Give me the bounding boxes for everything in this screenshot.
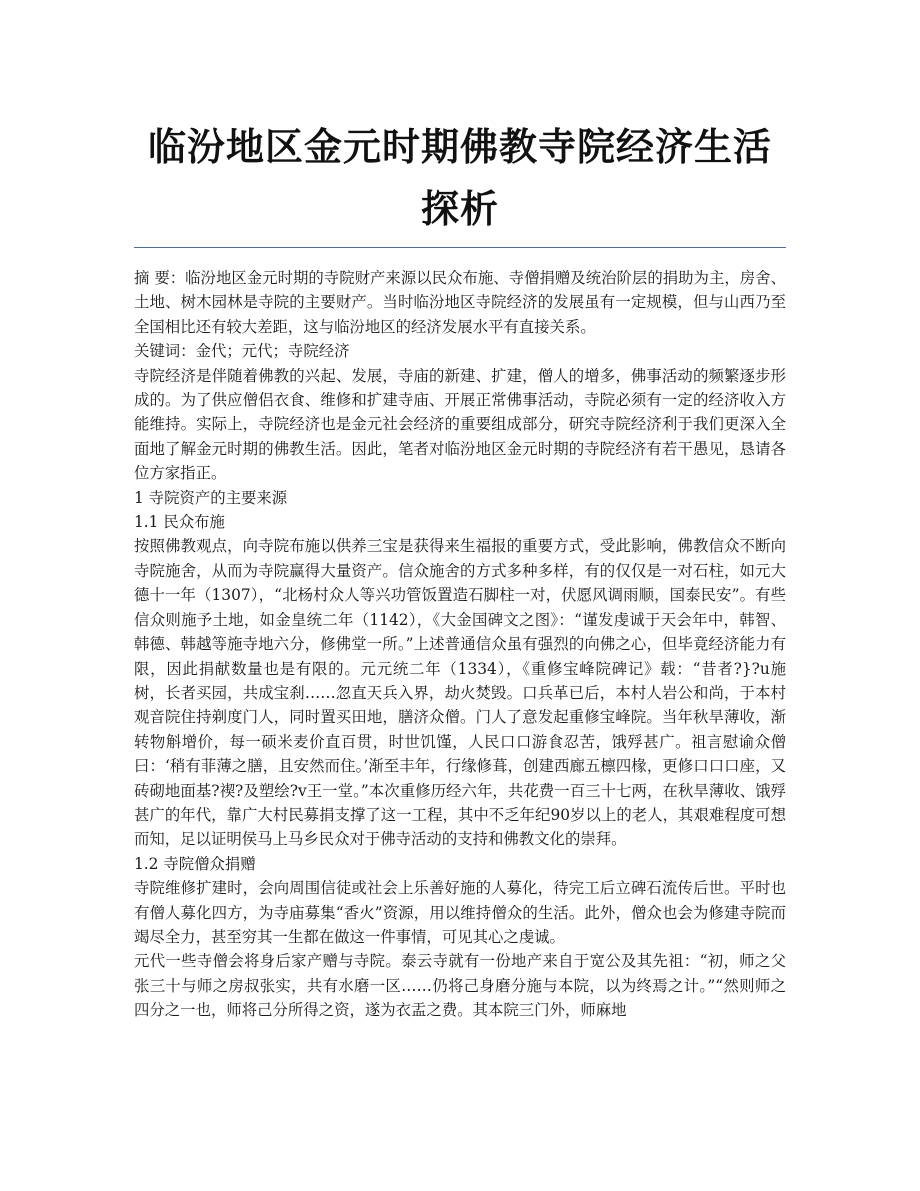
abstract-paragraph [134,266,786,339]
subsection-heading-1-2: 1.2 寺院僧众捐赠 [134,854,256,873]
section-heading-1: 1 寺院资产的主要来源 [134,488,288,507]
document-body [134,266,786,1023]
abstract-text: 临汾地区金元时期的寺院财产来源以民众布施、寺僧捐赠及统治阶层的捐助为主，房舍、土地、树木园林是寺院的主要财产。当时临汾地区寺院经济的发展虽有一定规模，但与山西乃至全国相比还有较大差距，这与临汾地区的经济发展水平有直接关系。 [134,269,786,336]
keywords-text: 金代；元代；寺院经济 [195,342,350,361]
body-paragraph: 寺院维修扩建时，会向周围信徒或社会上乐善好施的人募化，待完工后立碑石流传后世。平时也有僧人募化四方，为寺庙募集“香火”资源，用以维持僧众的生活。此外，僧众也会为修建寺院而竭尽全力，甚至穷其一生都在做这一件事情，可见其心之虔诚。 [134,879,786,946]
abstract-label: 摘 要： [134,269,186,287]
body-paragraph: 按照佛教观点，向寺院布施以供养三宝是获得来生福报的重要方式，受此影响，佛教信众不断向寺院施舍，从而为寺院赢得大量资产。信众施舍的方式多种多样，有的仅仅是一对石柱，如元大德十一年（1307），“北杨村众人等兴功管饭置造石脚柱一对，伏愿风调雨顺，国泰民安”。有些信众则施予土地，如金皇统二年（1142），《大金国碑文之图》：“谨发虔诚于天会年中，韩智、韩德、韩越等施寺地六分，修佛堂一所。”上述普通信众虽有强烈的向佛之心，但毕竟经济能力有限，因此捐献数量也是有限的。元元统二年（1334），《重修宝峰院碑记》载：“昔者?}?u施树，长者买园，共成宝刹……忽直天兵入界，劫火焚毁。口兵革已后，本村人岩公和尚，于本村观音院住持剃度门人，同时置买田地，膳济众僧。门人了意发起重修宝峰院。当年秋旱薄收，渐转物斛增价，每一硕米麦价直百贯，时世饥馑，人民口口游食忍苦，饿殍甚广。祖言慰谕众僧曰：‘稍有菲薄之膳，且安然而住。’渐至丰年，行缘修葺，创建西廊五檩四椽，更修口口口座，又砖砌地面基?禊?及塑绘?v王一堂。”本次重修历经六年，共花费一百三十七两，在秋旱薄收、饿殍甚广的年代，靠广大村民募捐支撑了这一工程，其中不乏年纪90岁以上的老人，其艰难程度可想而知，足以证明侯马上马乡民众对于佛寺活动的支持和佛教文化的崇拜。 [134,537,786,849]
intro-paragraph: 寺院经济是伴随着佛教的兴起、发展，寺庙的新建、扩建，僧人的增多，佛事活动的频繁逐步形成的。为了供应僧侣衣食、维修和扩建寺庙、开展正常佛事活动，寺院必须有一定的经济收入方能维持。实际上，寺院经济也是金元社会经济的重要组成部分，研究寺院经济利于我们更深入全面地了解金元时期的佛教生活。因此，笔者对临汾地区金元时期的寺院经济有若干愚见，恳请各位方家指正。 [134,366,786,483]
body-paragraph: 元代一些寺僧会将身后家产赠与寺院。泰云寺就有一份地产来自于宽公及其先祖：“初，师之父张三十与师之房叔张实，共有水磨一区……仍将己身磨分施与本院，以为终焉之计。”“然则师之四分之一也，师将己分所得之资，遂为衣盂之费。其本院三门外，师麻地 [134,952,786,1020]
title-line-2: 探析 [420,187,499,231]
keywords-paragraph [134,339,786,363]
title-divider [134,247,786,248]
document-title [134,116,786,240]
subsection-heading-1-1: 1.1 民众布施 [134,513,225,532]
title-line-1: 临汾地区金元时期佛教寺院经济生活 [147,125,772,169]
keywords-label: 关键词： [134,342,196,361]
